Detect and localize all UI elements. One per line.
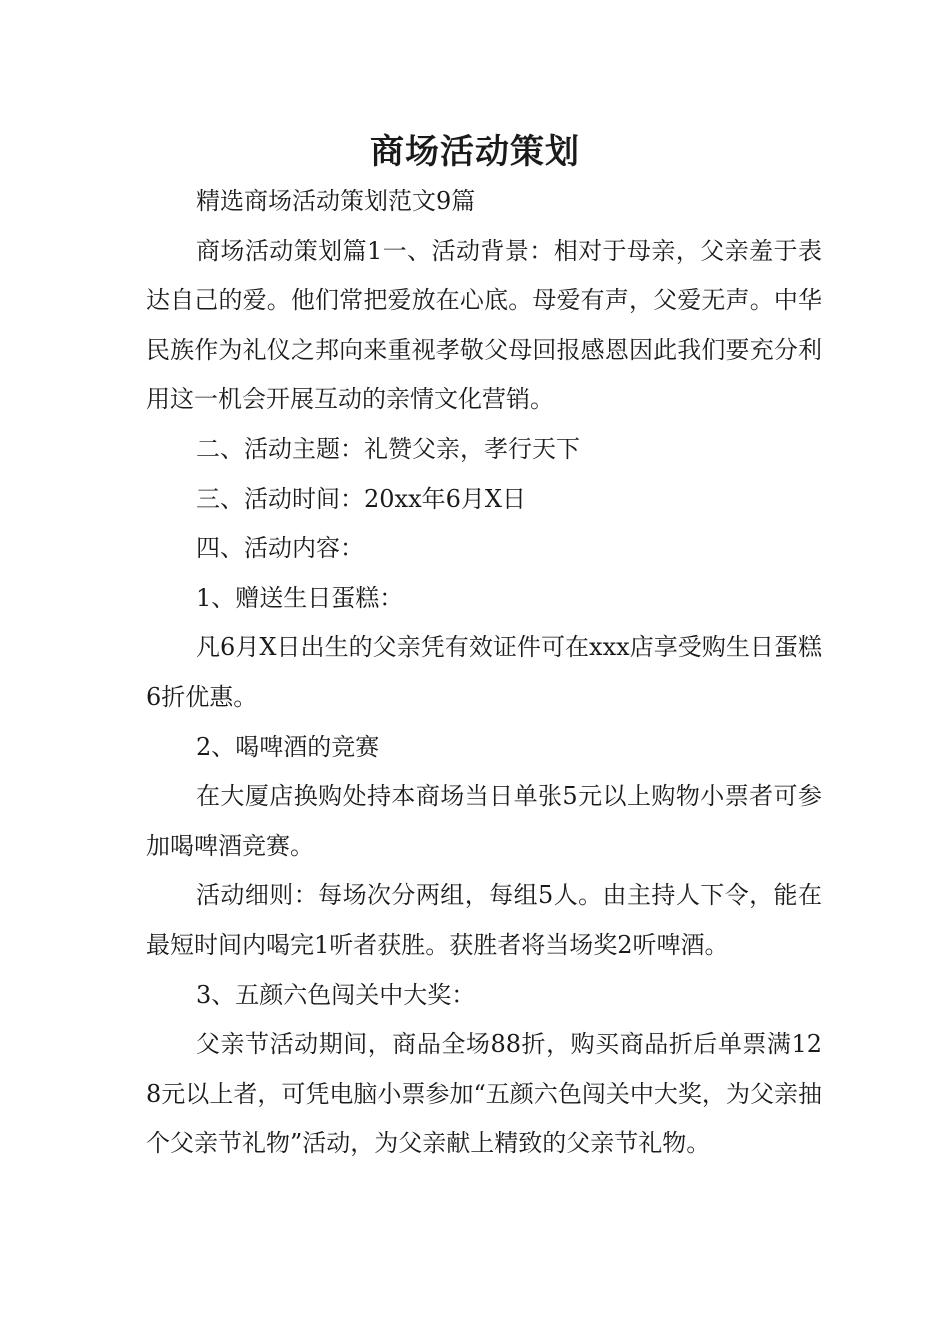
paragraph-item-2-heading: 2、喝啤酒的竞赛 [196, 732, 380, 761]
paragraph-item-2-rules: 活动细则：每场次分两组，每组5人。由主持人下令，能在最短时间内喝完1听者获胜。获胜者将当场奖2听啤酒。 [146, 881, 822, 959]
paragraph-item-3-body: 父亲节活动期间，商品全场88折，购买商品折后单票满128元以上者，可凭电脑小票参加“五颜六色闯关中大奖，为父亲抽个父亲节礼物”活动，为父亲献上精致的父亲节礼物。 [146, 1030, 822, 1158]
paragraph-time: 三、活动时间：20xx年6月X日 [196, 484, 526, 513]
paragraph-item-2-body: 在大厦店换购处持本商场当日单张5元以上购物小票者可参加喝啤酒竞赛。 [146, 782, 822, 860]
paragraph-subtitle: 精选商场活动策划范文9篇 [196, 187, 476, 215]
paragraph-item-1-body: 凡6月X日出生的父亲凭有效证件可在xxx店享受购生日蛋糕6折优惠。 [146, 633, 822, 711]
document-body [146, 177, 822, 1169]
paragraph-background: 商场活动策划篇1一、活动背景：相对于母亲，父亲羞于表达自己的爱。他们常把爱放在心底。母爱有声，父爱无声。中华民族作为礼仪之邦向来重视孝敬父母回报感恩因此我们要充分利用这一机会开展互动的亲情文化营销。 [146, 236, 822, 414]
paragraph-item-3-heading: 3、五颜六色闯关中大奖： [196, 980, 476, 1009]
paragraph-content-heading: 四、活动内容： [196, 534, 364, 563]
paragraph-theme: 二、活动主题：礼赞父亲，孝行天下 [196, 434, 580, 463]
paragraph-item-1-heading: 1、赠送生日蛋糕： [196, 583, 404, 612]
document-title: 商场活动策划 [370, 132, 580, 172]
